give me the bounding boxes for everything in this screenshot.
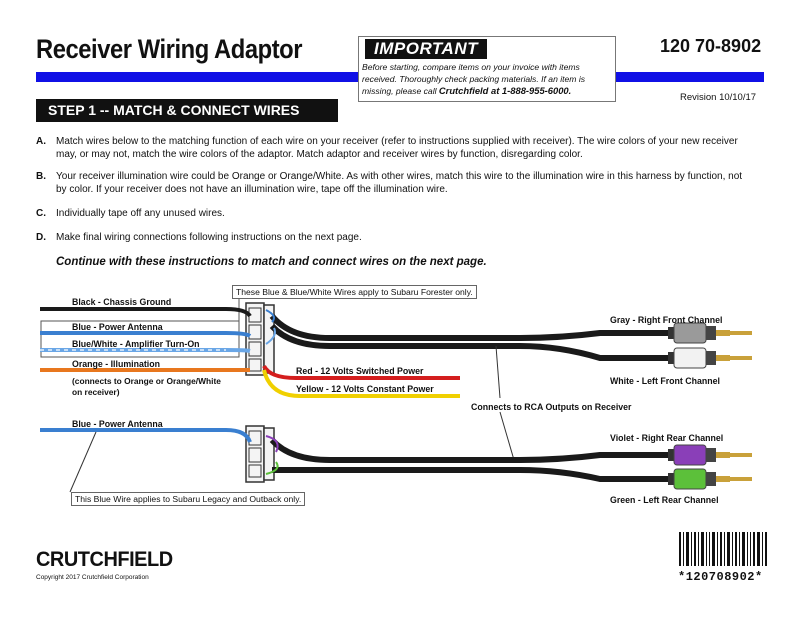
important-heading: IMPORTANT xyxy=(365,39,487,59)
rca-pointer-down xyxy=(500,412,514,460)
barcode xyxy=(679,532,767,566)
note-forester: These Blue & Blue/White Wires apply to Subaru Forester only. xyxy=(232,285,477,299)
label-red-wire: Red - 12 Volts Switched Power xyxy=(296,366,424,376)
rca-plug-green xyxy=(668,469,752,489)
step-heading: STEP 1 -- MATCH & CONNECT WIRES xyxy=(36,99,338,122)
label-rca-green: Green - Left Rear Channel xyxy=(610,495,719,505)
blue-wire xyxy=(40,333,250,336)
lower-blue-wire xyxy=(40,430,250,442)
instruction-letter: B. xyxy=(36,171,46,182)
label-orange-note: (connects to Orange or Orange/White on receiver) xyxy=(72,376,221,397)
continue-note: Continue with these instructions to match and connect wires on the next page. xyxy=(56,256,487,268)
label-rca-outputs: Connects to RCA Outputs on Receiver xyxy=(471,402,632,412)
instruction-text: Match wires below to the matching function of each wire on your receiver (refer to instructions supplied with receiver). The wire colors of your new receiver may, or may not, match the wire colors of the adaptor. Match adaptor and receiver wires by function, disregarding color. xyxy=(56,136,738,160)
label-rca-violet: Violet - Right Rear Channel xyxy=(610,433,724,443)
rear-cable-green xyxy=(272,470,672,479)
important-phone: Crutchfield at 1-888-955-6000. xyxy=(438,85,572,96)
rca-plug-violet xyxy=(668,445,752,465)
rca-pointer-up xyxy=(496,346,500,398)
legacy-pointer-line xyxy=(70,432,96,492)
revision-label: Revision 10/10/17 xyxy=(680,92,757,103)
rear-cable-violet xyxy=(272,440,672,460)
label-black-wire: Black - Chassis Ground xyxy=(72,297,172,307)
instruction-text: Individually tape off any unused wires. xyxy=(56,208,225,219)
instruction-letter: A. xyxy=(36,136,46,147)
black-wire xyxy=(40,309,250,316)
part-number: 120 70-8902 xyxy=(660,36,762,56)
barcode-text: *120708902* xyxy=(678,570,763,584)
label-orange-wire: Orange - Illumination xyxy=(72,359,160,369)
instruction-letter: C. xyxy=(36,208,46,219)
instruction-letter: D. xyxy=(36,232,46,243)
copyright-text: Copyright 2017 Crutchfield Corporation xyxy=(36,574,149,581)
rca-plug-white xyxy=(668,348,752,368)
label-lower-blue-wire: Blue - Power Antenna xyxy=(72,419,163,429)
label-rca-white: White - Left Front Channel xyxy=(610,376,720,386)
rca-plug-gray xyxy=(668,323,752,343)
instruction-text: Your receiver illumination wire could be Orange or Orange/White. As with other wires, match this wire to the illumination wire in this harness by function, not by color. If your receiver does not have an illumination wire, tape off the illumination wire. xyxy=(56,171,743,195)
note-legacy: This Blue Wire applies to Subaru Legacy and Outback only. xyxy=(71,492,305,506)
instruction-text: Make final wiring connections following instructions on the next page. xyxy=(56,232,362,243)
label-rca-gray: Gray - Right Front Channel xyxy=(610,315,723,325)
label-blue-wire: Blue - Power Antenna xyxy=(72,322,163,332)
important-body: Before starting, compare items on your invoice with items received. Thoroughly check packing materials. If an item is missing, please call xyxy=(362,62,586,96)
page-title: Receiver Wiring Adaptor xyxy=(36,34,303,64)
label-yellow-wire: Yellow - 12 Volts Constant Power xyxy=(296,384,434,394)
label-blue-white-wire: Blue/White - Amplifier Turn-On xyxy=(72,339,200,349)
brand-logo: CRUTCHFIELD xyxy=(36,548,173,571)
